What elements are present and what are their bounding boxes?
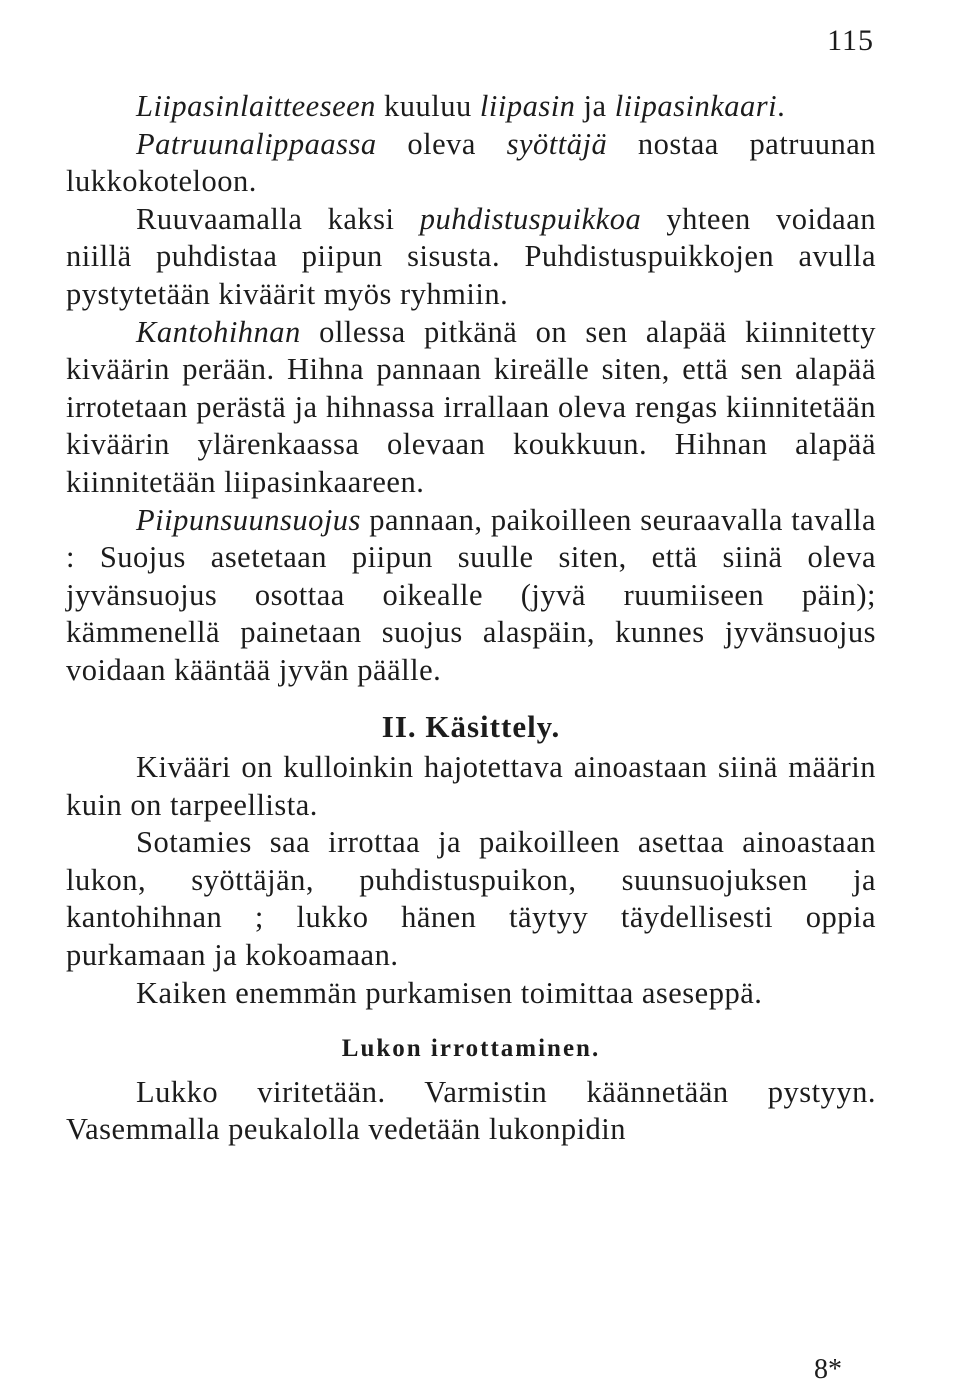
term: Liipasinlaitteeseen <box>136 89 376 123</box>
section-paragraph: Kaiken enemmän purkamisen toimittaa aseseppä. <box>136 975 763 1010</box>
paragraph-trigger-mechanism: Liipasinlaitteeseen kuuluu liipasin ja liipasinkaari. <box>136 89 786 123</box>
page-text <box>66 88 876 1149</box>
paragraph-magazine: Patruunalippaassa oleva syöttäjä nostaa patruunan lukkokoteloon. <box>66 126 876 199</box>
term: syöttäjä <box>506 126 608 161</box>
section-heading: II. Käsittely. <box>381 708 561 744</box>
term: Kantohihnan <box>136 314 301 349</box>
printer-signature: 8* <box>814 1354 842 1385</box>
term: Patruunalippaassa <box>136 126 377 161</box>
paragraph-cleaning-rods: Ruuvaamalla kaksi puhdistuspuikkoa yhteen voidaan niillä puhdistaa piipun sisusta. Puhdistuspuikkojen avulla pystytetään kiväärit myös ryhmiin. <box>66 201 876 311</box>
paragraph-sling: Kantohihnan ollessa pitkänä on sen alapää kiinnitetty kiväärin perään. Hihna pannaan kireälle siten, että sen alapää irrotetaan perästä ja hihnassa irrallaan oleva rengas kiinnitetään kiväärin ylärenkaassa olevaan koukkuun. Hihnan alapää kiinnitetään liipasinkaareen. <box>66 314 876 499</box>
term: liipasinkaari <box>614 89 778 123</box>
paragraph-muzzle-cover: Piipunsuunsuojus pannaan, paikoilleen seuraavalla tavalla : Suojus asetetaan piipun suulle siten, että siinä oleva jyvänsuojus osottaa oikealle (jyvä ruumiiseen päin); kämmenellä painetaan suojus alaspäin, kunnes jyvänsuojus voidaan kääntää jyvän päälle. <box>66 502 876 687</box>
term: puhdistuspuikkoa <box>419 201 642 236</box>
term: Piipunsuunsuojus <box>136 502 361 537</box>
section-paragraph: Kivääri on kulloinkin hajotettava ainoastaan siinä määrin kuin on tarpeellista. <box>66 750 876 822</box>
section-paragraph: Sotamies saa irrottaa ja paikoilleen asettaa ainoastaan lukon, syöttäjän, puhdistuspuikon, suunsuojuksen ja kantohihnan ; lukko hänen täytyy täydellisesti oppia purkamaan ja kokoamaan. <box>66 825 876 973</box>
subsection-heading: Lukon irrottaminen. <box>341 1035 601 1063</box>
term: liipasin <box>479 89 576 123</box>
subsection-paragraph: Lukko viritetään. Varmistin käännetään pystyyn. Vasemmalla peukalolla vedetään lukonpidin <box>66 1074 876 1147</box>
page-number: 115 <box>827 24 874 57</box>
